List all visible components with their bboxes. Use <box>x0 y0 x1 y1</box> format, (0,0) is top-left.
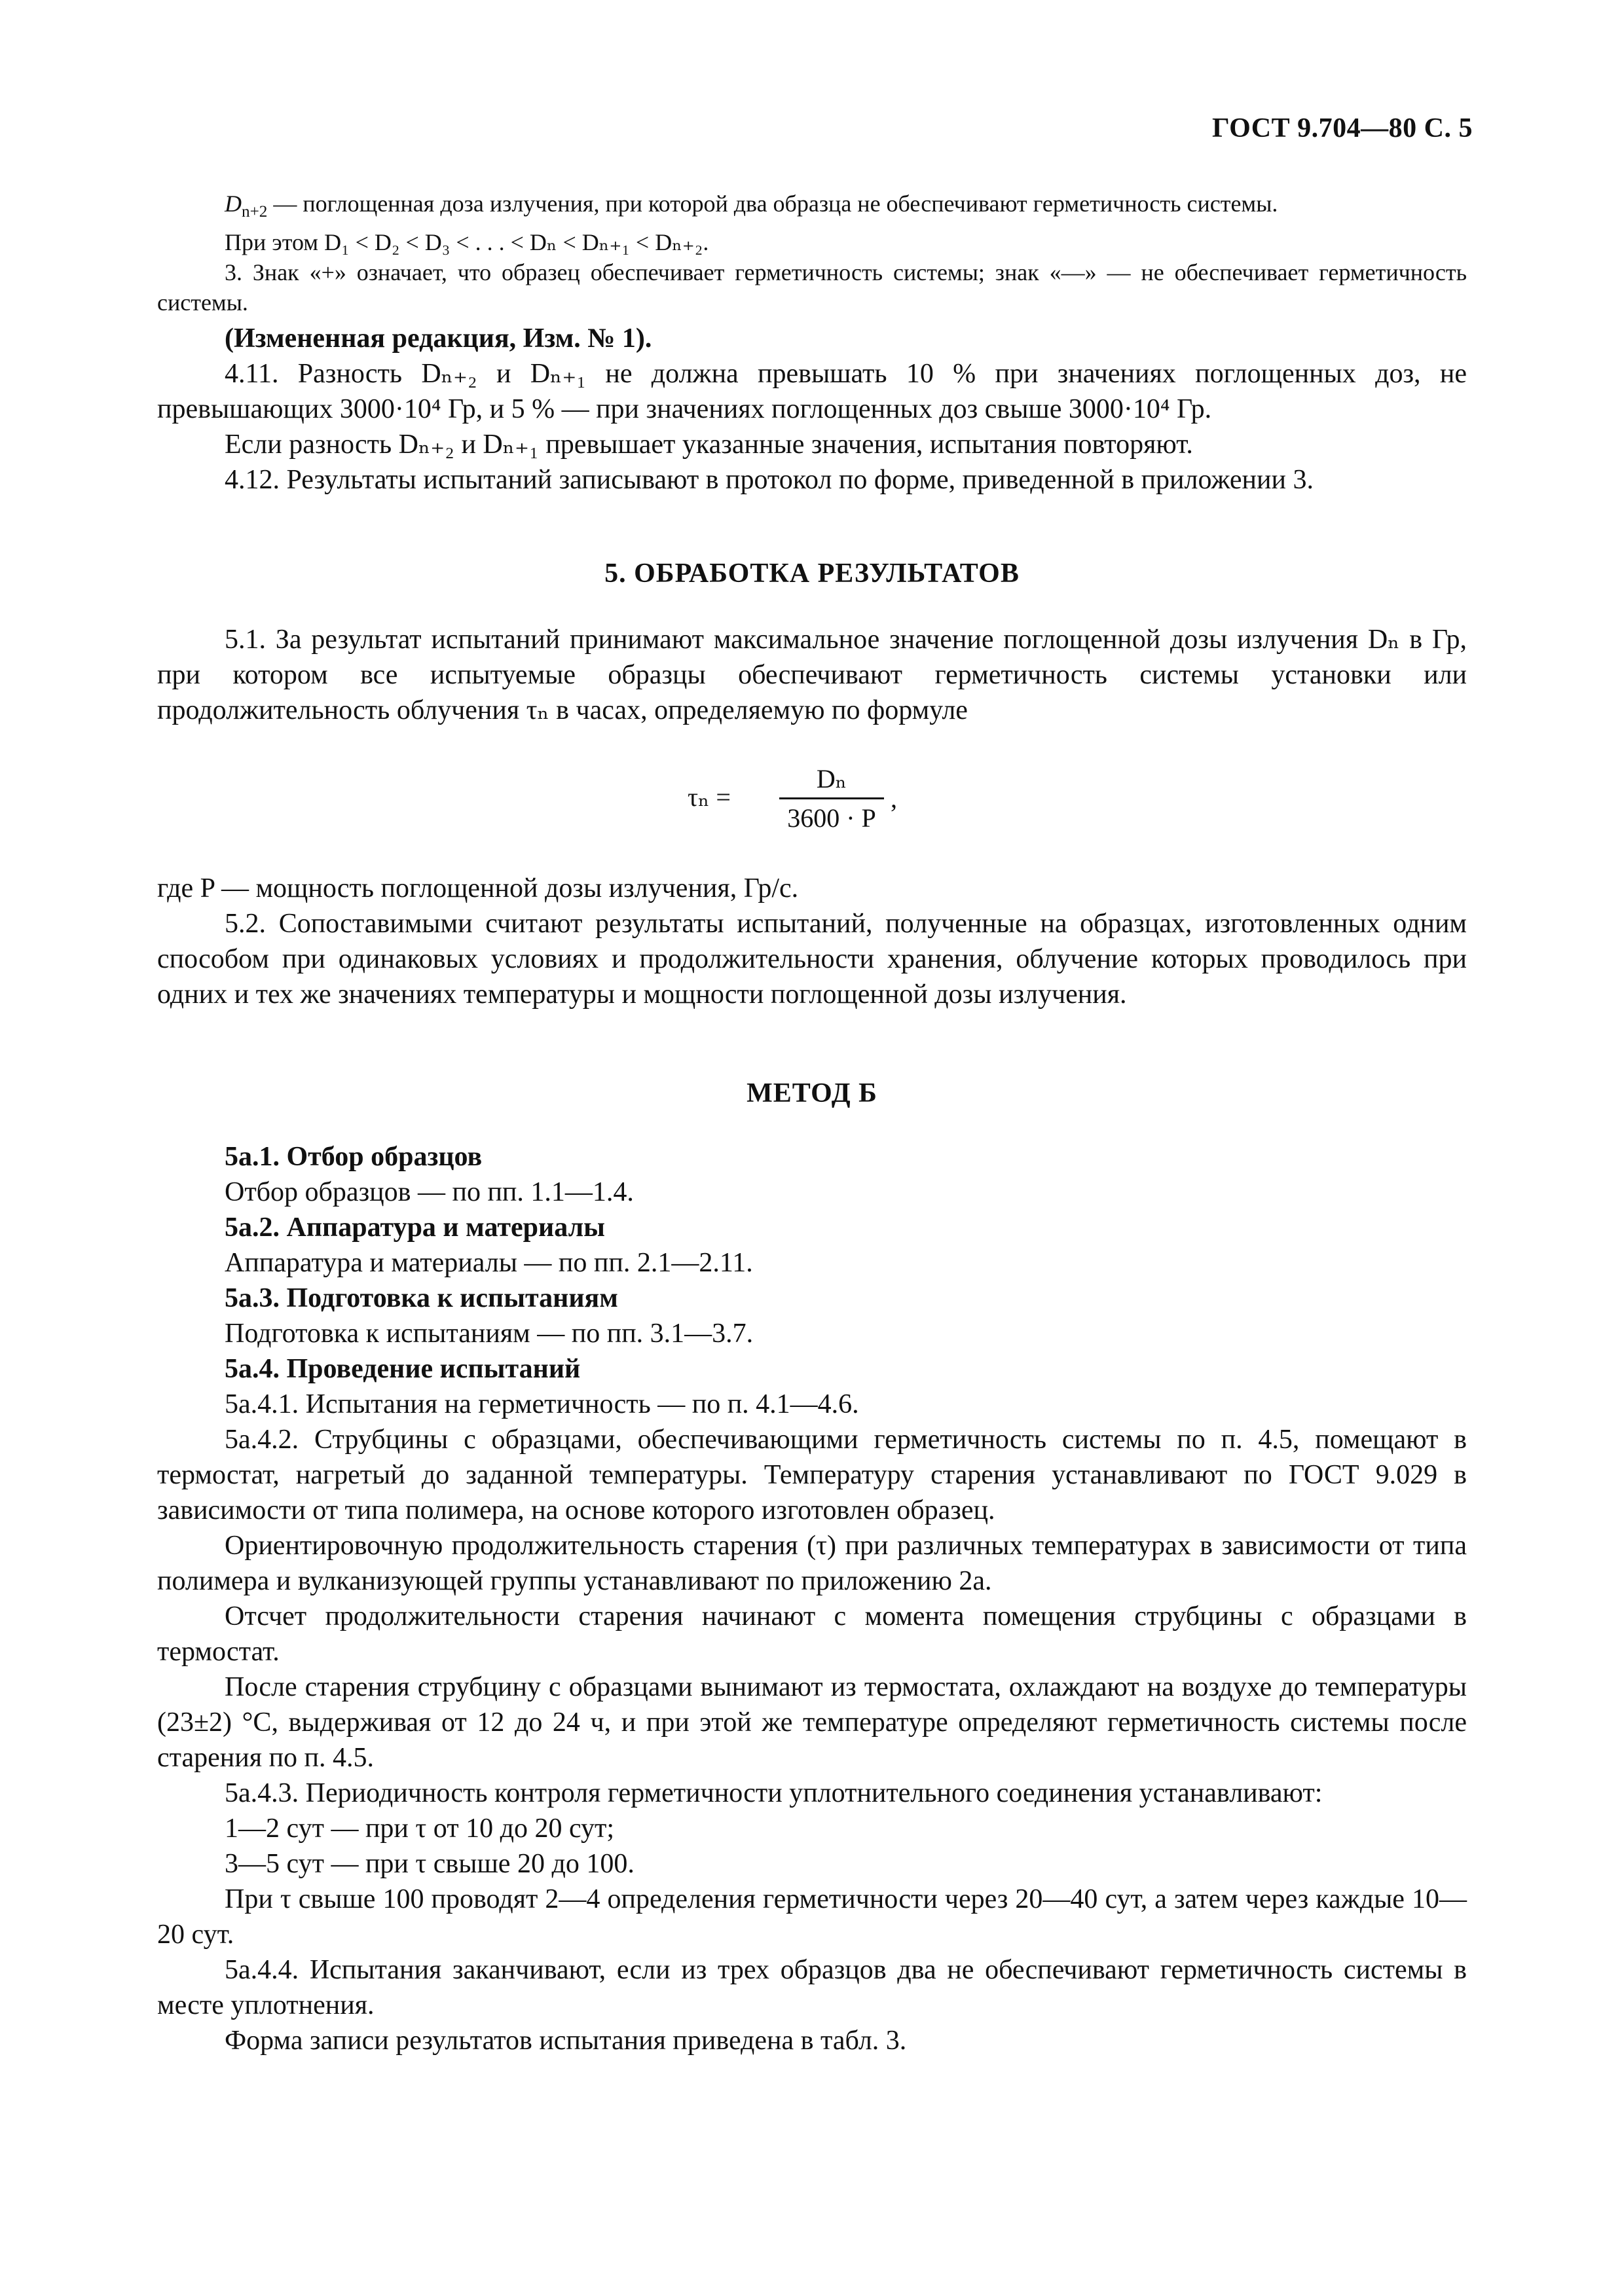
method-b-heading: МЕТОД Б <box>746 1078 877 1108</box>
heading-5a-3: 5а.3. Подготовка к испытаниям <box>225 1283 618 1313</box>
formula-denominator: 3600 · P <box>787 803 876 833</box>
heading-5a-1: 5а.1. Отбор образцов <box>225 1142 483 1172</box>
paragraph-5-2: 5.2. Сопоставимыми считают результаты испытаний, полученные на образцах, изготовленных одним способом при одинаковых условиях и продолжительности хранения, облучение которых проводилось при одних и тех же значениях температуры и мощности поглощенной дозы излучения. <box>157 909 1467 1010</box>
heading-5a-2: 5а.2. Аппаратура и материалы <box>225 1212 605 1243</box>
paragraph-5-1: 5.1. За результат испытаний принимают максимальное значение поглощенной дозы излучения Dₙ в Гр, при котором все испытуемые образцы обеспечивают герметичность системы установки или продолжительность облучения τₙ в часах, определяемую по формуле <box>157 625 1467 725</box>
paragraph-4-12: 4.12. Результаты испытаний записывают в протокол по форме, приведенной в приложении 3. <box>225 465 1314 495</box>
note-2-inequality: При этом D₁ < D₂ < D₃ < . . . < Dₙ < Dₙ₊₁ < Dₙ₊₂. <box>225 229 709 256</box>
section-5-1 <box>157 622 1467 728</box>
paragraph-5a-2: Аппаратура и материалы — по пп. 2.1—2.11. <box>225 1248 753 1278</box>
paragraph-4-11-b: Если разность Dₙ₊₂ и Dₙ₊₁ превышает указанные значения, испытания повторяют. <box>225 429 1193 460</box>
formula-lhs: τₙ = <box>688 782 731 812</box>
paragraph-5a-4-3-c: При τ свыше 100 проводят 2—4 определения герметичности через 20—40 сут, а затем через каждые 10—20 сут. <box>157 1884 1467 1950</box>
paragraph-5a-4-2-d: После старения струбцину с образцами вынимают из термостата, охлаждают на воздухе до температуры (23±2) °С, выдерживая от 12 до 24 ч, и при этой же температуре определяют герметичность системы после старения по п. 4.5. <box>157 1672 1467 1773</box>
method-b-body <box>157 1139 1467 2058</box>
formula-comma: , <box>891 784 897 813</box>
amendment-note: (Измененная редакция, Изм. № 1). <box>225 323 652 354</box>
notes-block <box>157 189 1467 318</box>
paragraph-5a-4-2-b: Ориентировочную продолжительность старения (τ) при различных температурах в зависимости от типа полимера и вулканизующей группы устанавливают по приложению 2а. <box>157 1531 1467 1596</box>
section-5-heading: 5. ОБРАБОТКА РЕЗУЛЬТАТОВ <box>604 558 1020 589</box>
formula-tau <box>688 763 963 848</box>
formula-bar <box>779 797 884 799</box>
paragraph-5a-4-1: 5а.4.1. Испытания на герметичность — по п. 4.1—4.6. <box>225 1389 859 1419</box>
paragraph-5a-4-4-b: Форма записи результатов испытания приведена в табл. 3. <box>225 2026 907 2056</box>
paragraph-5a-4-3: 5а.4.3. Периодичность контроля герметичности уплотнительного соединения устанавливают: <box>225 1778 1323 1808</box>
section-5-rest <box>157 871 1467 1012</box>
section-4-end <box>157 321 1467 498</box>
formula-numerator: Dₙ <box>816 764 847 793</box>
heading-5a-4: 5а.4. Проведение испытаний <box>225 1354 581 1384</box>
paragraph-5a-3: Подготовка к испытаниям — по пп. 3.1—3.7. <box>225 1319 754 1349</box>
paragraph-5a-4-4: 5а.4.4. Испытания заканчивают, если из трех образцов два не обеспечивают герметичность системы в месте уплотнения. <box>157 1955 1467 2020</box>
paragraph-5a-4-2: 5а.4.2. Струбцины с образцами, обеспечивающими герметичность системы по п. 4.5, помещают в термостат, нагретый до заданной температуры. Температуру старения устанавливают по ГОСТ 9.029 в зависимости от типа полимера, на основе которого изготовлен образец. <box>157 1425 1467 1525</box>
paragraph-5a-1: Отбор образцов — по пп. 1.1—1.4. <box>225 1177 634 1207</box>
note-3: 3. Знак «+» означает, что образец обеспечивает герметичность системы; знак «—» — не обеспечивает герметичность системы. <box>157 259 1467 316</box>
paragraph-5a-4-3-a: 1—2 сут — при τ от 10 до 20 сут; <box>225 1813 615 1844</box>
formula-where: где P — мощность поглощенной дозы излучения, Гр/с. <box>157 873 799 903</box>
paragraph-5a-4-2-c: Отсчет продолжительности старения начинают с момента помещения струбцины с образцами в термостат. <box>157 1601 1467 1667</box>
note-2: $D_{n+2}$ — поглощенная доза излучения, при которой два образца не обеспечивают герметичность системы. <box>225 191 1278 221</box>
page-header: ГОСТ 9.704—80 С. 5 <box>1211 113 1473 143</box>
paragraph-4-11: 4.11. Разность Dₙ₊₂ и Dₙ₊₁ не должна превышать 10 % при значениях поглощенных доз, не превышающих 3000·10⁴ Гр, и 5 % — при значениях поглощенных доз свыше 3000·10⁴ Гр. <box>157 359 1467 424</box>
paragraph-5a-4-3-b: 3—5 сут — при τ свыше 20 до 100. <box>225 1849 635 1879</box>
